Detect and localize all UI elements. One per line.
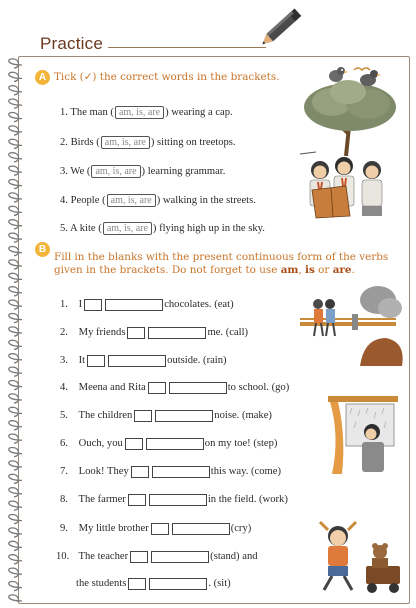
spiral-ring xyxy=(9,126,22,135)
spiral-ring xyxy=(9,474,22,483)
spiral-ring xyxy=(9,180,22,189)
exercise-a-item-2 xyxy=(60,136,236,149)
spiral-ring xyxy=(9,407,22,416)
item-text-before: It xyxy=(78,355,86,366)
item-text-before: My little brother xyxy=(78,523,149,534)
spiral-ring xyxy=(9,72,22,81)
spiral-ring xyxy=(9,220,22,229)
item-text-after: ) flying high up in the sky. xyxy=(152,222,265,234)
exercise-b-item-5 xyxy=(60,409,272,423)
blank-auxiliary[interactable] xyxy=(128,578,146,590)
item-number: 5. xyxy=(60,222,68,234)
word-options-box[interactable]: am, is, are xyxy=(101,136,150,149)
item-number: 5. xyxy=(60,410,68,421)
spiral-ring xyxy=(9,354,22,363)
spiral-binding-icon xyxy=(4,58,30,602)
item-text-before: The farmer xyxy=(78,494,126,505)
spiral-ring xyxy=(9,153,22,162)
item-number: 7. xyxy=(60,466,68,477)
exercise-b-item-3 xyxy=(60,354,227,368)
item-number: 8. xyxy=(60,494,68,505)
blank-auxiliary[interactable] xyxy=(134,410,152,422)
spiral-ring xyxy=(9,528,22,537)
item-text-before: I xyxy=(78,299,83,310)
spiral-ring xyxy=(9,59,22,68)
exercise-b-item-2 xyxy=(60,326,248,340)
crying-boy-toys-illustration-icon xyxy=(312,520,408,594)
children-walking-illustration-icon xyxy=(290,282,406,366)
keyword-am: am xyxy=(280,264,299,276)
keyword-is: is xyxy=(305,264,315,276)
item-text-after: ) sitting on treetops. xyxy=(150,136,236,148)
item-number: 9. xyxy=(60,523,68,534)
exercise-a-item-1 xyxy=(60,106,233,119)
blank-verb[interactable] xyxy=(152,466,210,478)
girl-at-window-illustration-icon xyxy=(324,396,402,476)
item-text-after: this way. (come) xyxy=(210,466,281,477)
item-number: 6. xyxy=(60,438,68,449)
spiral-ring xyxy=(9,448,22,457)
item-text-before: A kite ( xyxy=(70,222,102,234)
item-number: 2. xyxy=(60,136,68,148)
blank-verb[interactable] xyxy=(105,299,163,311)
item-text-before: The man ( xyxy=(70,106,114,118)
exercise-b-item-4 xyxy=(60,381,289,395)
birds-tree-illustration-icon xyxy=(296,62,404,156)
spiral-ring xyxy=(9,206,22,215)
item-text-after: ) wearing a cap. xyxy=(165,106,233,118)
spiral-ring xyxy=(9,568,22,577)
item-text-after: on my toe! (step) xyxy=(204,438,278,449)
item-text-after: (cry) xyxy=(230,523,252,534)
exercise-b-item-10 xyxy=(56,550,258,564)
item-number: 2. xyxy=(60,327,68,338)
blank-auxiliary[interactable] xyxy=(127,327,145,339)
item-number: 4. xyxy=(60,194,68,206)
word-options-box[interactable]: am, is, are xyxy=(91,165,140,178)
spiral-ring xyxy=(9,340,22,349)
spiral-ring xyxy=(9,327,22,336)
blank-verb[interactable] xyxy=(151,551,209,563)
item-text-before: The teacher xyxy=(78,551,129,562)
spiral-ring xyxy=(9,193,22,202)
item-text-before: The children xyxy=(78,410,133,421)
item-text-before: My friends xyxy=(78,327,126,338)
spiral-ring xyxy=(9,113,22,122)
item-text-before: Ouch, you xyxy=(78,438,123,449)
item-number: 4. xyxy=(60,382,68,393)
item-text-before: We ( xyxy=(70,165,91,177)
item-text-before: Look! They xyxy=(78,466,129,477)
item-text-after: ) learning grammar. xyxy=(141,165,226,177)
item-text-after: to school. (go) xyxy=(227,382,290,393)
blank-verb[interactable] xyxy=(169,382,227,394)
spiral-ring xyxy=(9,595,22,602)
spiral-ring xyxy=(9,488,22,497)
spiral-ring xyxy=(9,381,22,390)
spiral-ring xyxy=(9,515,22,524)
spiral-ring xyxy=(9,287,22,296)
spiral-ring xyxy=(9,273,22,282)
blank-verb[interactable] xyxy=(148,327,206,339)
exercise-b-item-6 xyxy=(60,437,277,451)
item-text-before: Meena and Rita xyxy=(78,382,146,393)
item-text-before: the students xyxy=(76,578,127,589)
blank-auxiliary[interactable] xyxy=(125,438,143,450)
spiral-ring xyxy=(9,461,22,470)
spiral-ring xyxy=(9,166,22,175)
spiral-ring xyxy=(9,421,22,430)
keyword-are: are xyxy=(332,264,352,276)
pencil-icon xyxy=(256,2,310,52)
item-text-after: chocolates. (eat) xyxy=(164,299,234,310)
exercise-b-item-1 xyxy=(60,298,234,312)
item-number: 3. xyxy=(60,355,68,366)
blank-verb[interactable] xyxy=(155,410,213,422)
exercise-a-item-5 xyxy=(60,222,265,235)
item-text-after: (stand) and xyxy=(210,551,258,562)
spiral-ring xyxy=(9,233,22,242)
spiral-ring xyxy=(9,394,22,403)
exercise-b-item-10-continued xyxy=(76,577,231,591)
exercise-b-item-9 xyxy=(60,522,251,536)
item-text-after: noise. (make) xyxy=(214,410,272,421)
blank-verb[interactable] xyxy=(108,355,166,367)
blank-auxiliary[interactable] xyxy=(130,551,148,563)
spiral-ring xyxy=(9,86,22,95)
word-options-box[interactable]: am, is, are xyxy=(115,106,164,119)
exercise-a-item-4 xyxy=(60,194,256,207)
item-text-after: . (sit) xyxy=(208,578,231,589)
blank-auxiliary[interactable] xyxy=(151,523,169,535)
item-text-after: outside. (rain) xyxy=(167,355,227,366)
item-number: 3. xyxy=(60,165,68,177)
item-text-before: People ( xyxy=(70,194,106,206)
page-title: Practice xyxy=(40,34,104,53)
exercise-b-item-7 xyxy=(60,465,281,479)
blank-verb[interactable] xyxy=(149,578,207,590)
item-number: 1. xyxy=(60,106,68,118)
item-number: 1. xyxy=(60,299,68,310)
section-b-instruction: Fill in the blanks with the present continuous form of the verbs given in the brackets. Do not forget to use am, is or are. xyxy=(54,251,389,276)
item-text-before: Birds ( xyxy=(70,136,100,148)
exercise-a-item-3 xyxy=(60,165,225,178)
item-text-after: me. (call) xyxy=(207,327,249,338)
item-text-after: ) walking in the streets. xyxy=(156,194,256,206)
spiral-ring xyxy=(9,434,22,443)
spiral-ring xyxy=(9,260,22,269)
item-number: 10. xyxy=(56,551,70,562)
blank-auxiliary[interactable] xyxy=(131,466,149,478)
word-options-box[interactable]: am, is, are xyxy=(107,194,156,207)
blank-auxiliary[interactable] xyxy=(128,494,146,506)
blank-auxiliary[interactable] xyxy=(84,299,102,311)
blank-verb[interactable] xyxy=(146,438,204,450)
word-options-box[interactable]: am, is, are xyxy=(103,222,152,235)
spiral-ring xyxy=(9,99,22,108)
spiral-ring xyxy=(9,582,22,591)
item-text-after: in the field. (work) xyxy=(207,494,288,505)
blank-verb[interactable] xyxy=(149,494,207,506)
blank-verb[interactable] xyxy=(172,523,230,535)
spiral-ring xyxy=(9,541,22,550)
spiral-ring xyxy=(9,501,22,510)
spiral-ring xyxy=(9,300,22,309)
spiral-ring xyxy=(9,139,22,148)
section-a-badge: A xyxy=(35,70,50,85)
blank-auxiliary[interactable] xyxy=(148,382,166,394)
section-a-instruction: Tick (✓) the correct words in the brackets. xyxy=(54,71,280,83)
exercise-b-item-8 xyxy=(60,493,288,507)
spiral-ring xyxy=(9,555,22,564)
spiral-ring xyxy=(9,314,22,323)
blank-auxiliary[interactable] xyxy=(87,355,105,367)
spiral-ring xyxy=(9,367,22,376)
title-underline xyxy=(108,47,266,48)
children-reading-illustration-icon xyxy=(292,156,402,220)
spiral-ring xyxy=(9,247,22,256)
section-b-badge: B xyxy=(35,242,50,257)
